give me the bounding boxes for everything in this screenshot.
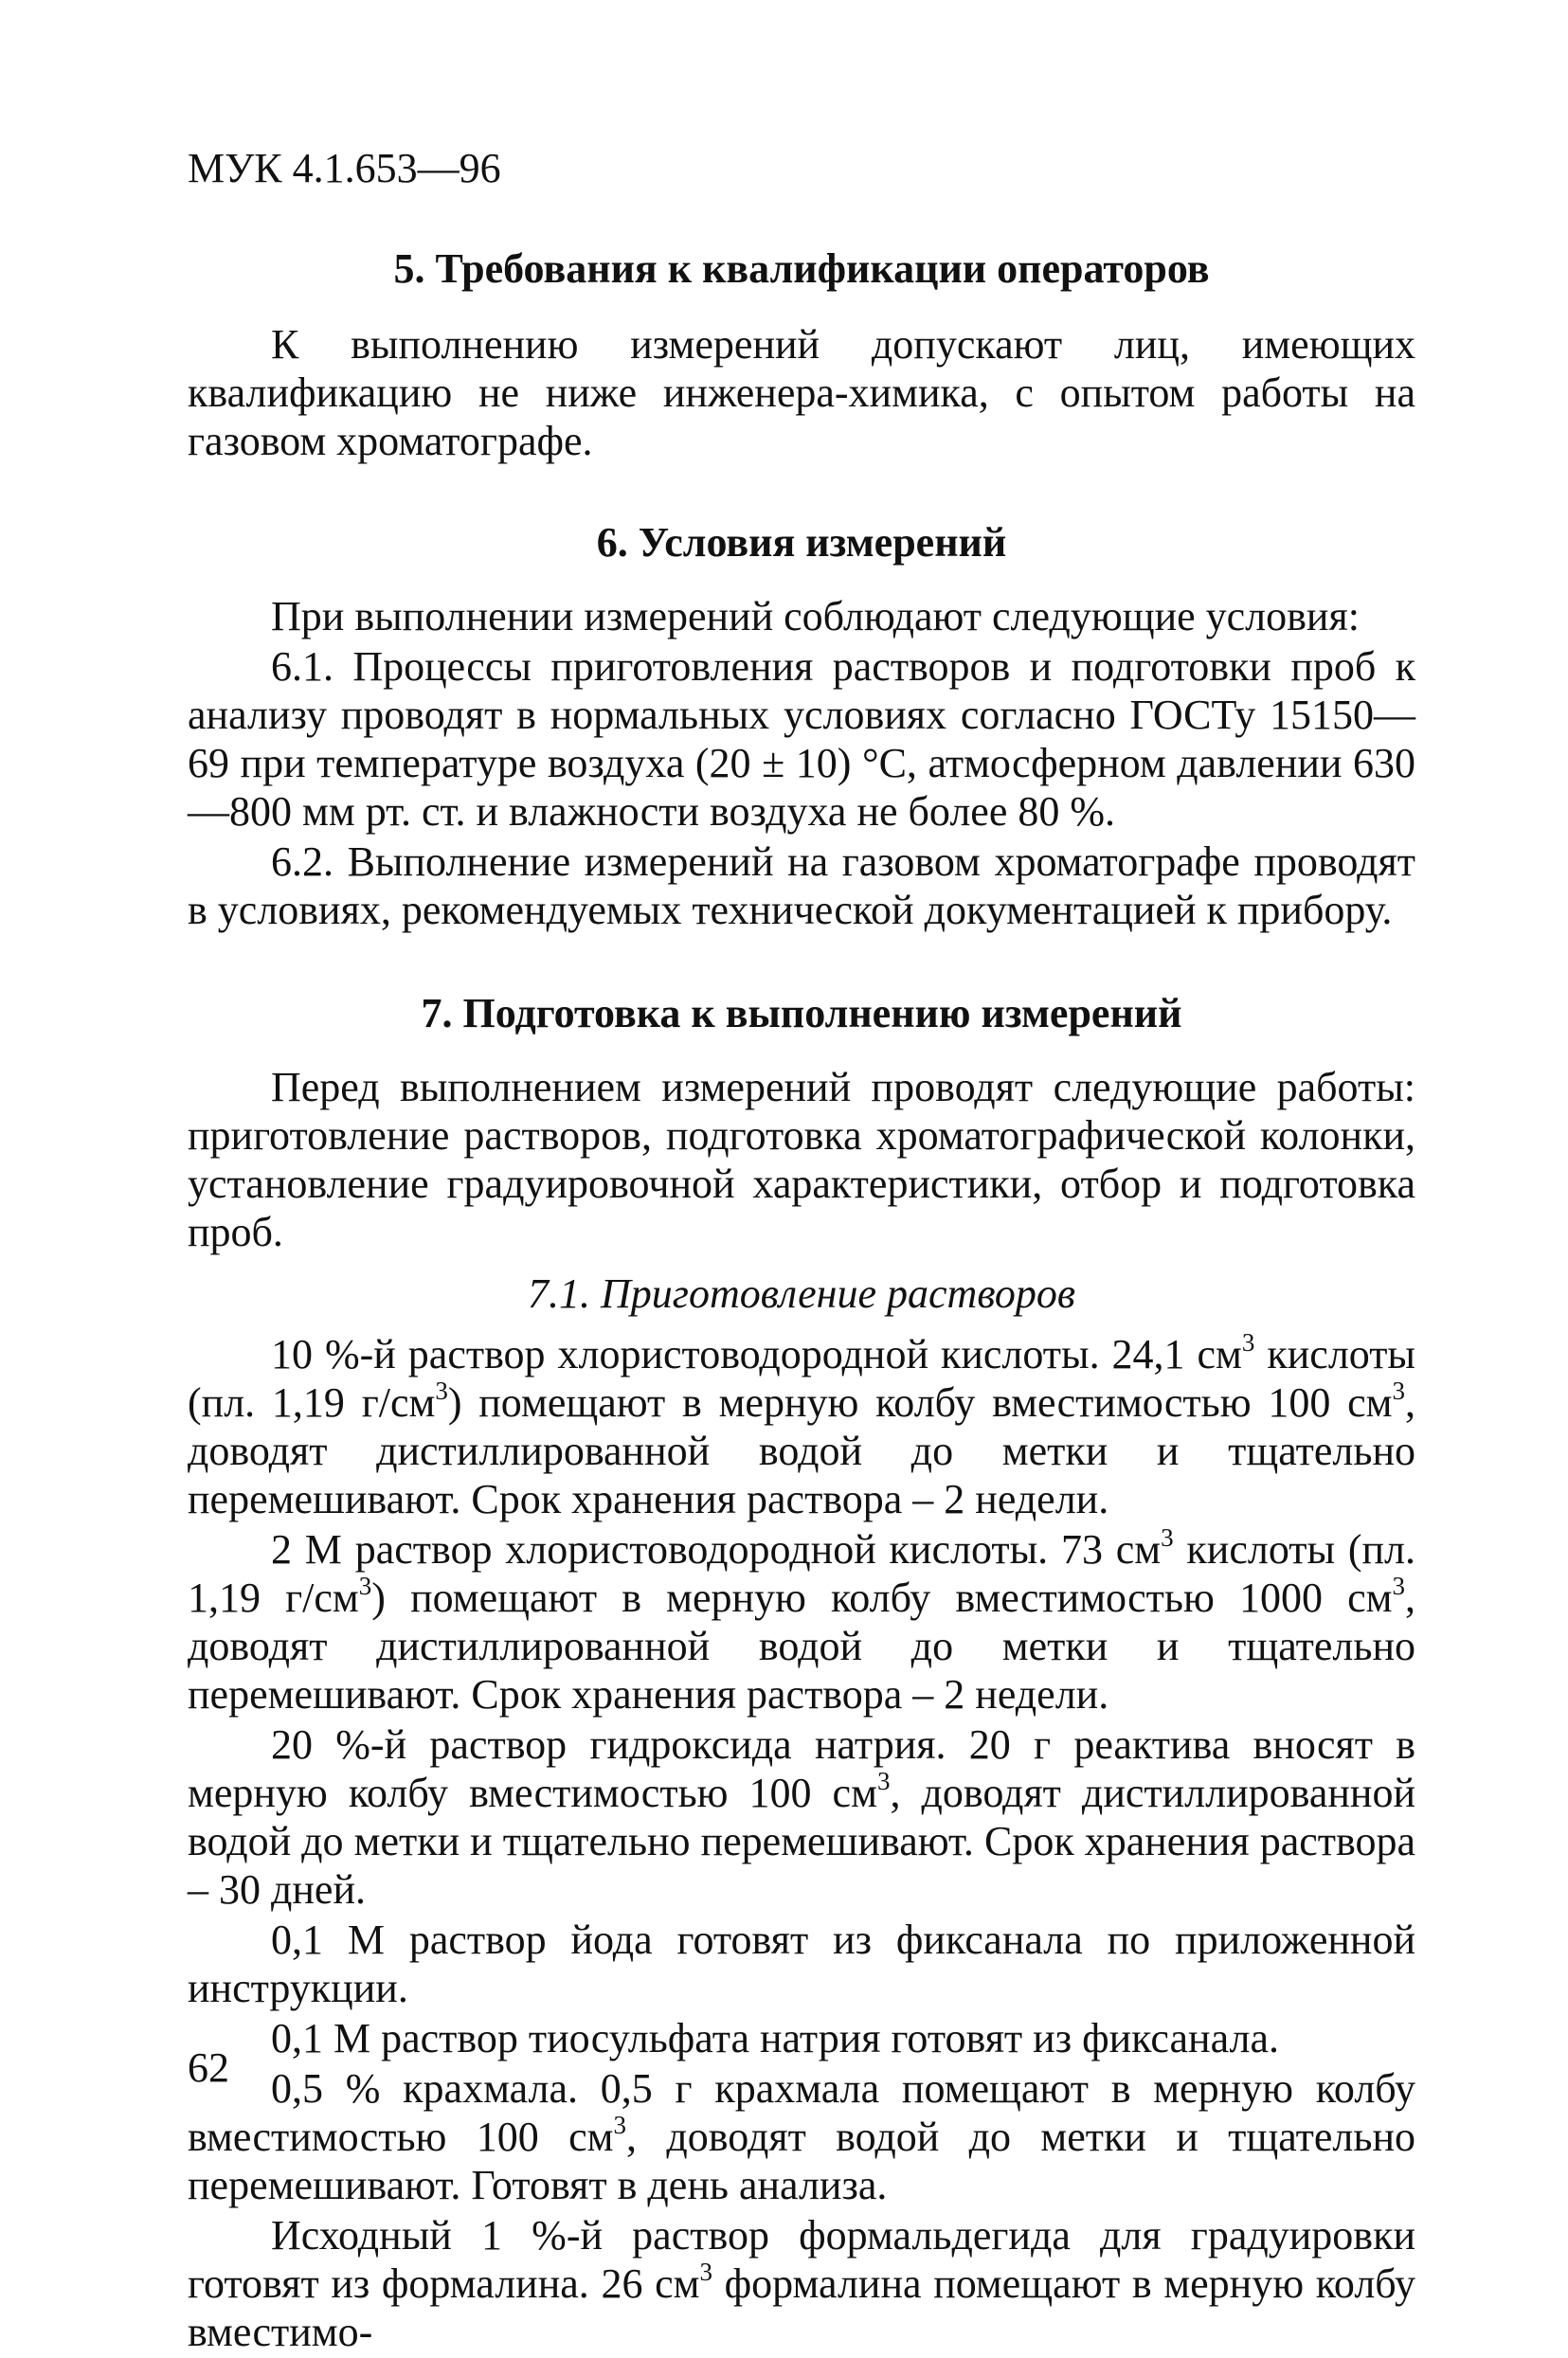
section-5-paragraph: К выполнению измерений допускают лиц, имеющих квалификацию не ниже инженера-химика, с опытом работы на газовом хроматографе. xyxy=(188,321,1415,464)
section-6-title: 6. Условия измерений xyxy=(596,519,1007,566)
document-header: МУК 4.1.653—96 xyxy=(188,145,501,191)
starch-paragraph: 0,5 % крахмала. 0,5 г крахмала помещают в мерную колбу вместимостью 100 $см^3$, доводят водой до метки и тщательно перемешивают. Готовят в день анализа. xyxy=(188,2065,1415,2208)
section-5-title: 5. Требования к квалификации операторов xyxy=(393,245,1210,292)
section-6-intro: При выполнении измерений соблюдают следующие условия: xyxy=(271,593,1360,639)
section-6-2-paragraph: 6.2. Выполнение измерений на газовом хроматографе проводят в условиях, рекомендуемых технической документацией к прибору. xyxy=(188,838,1415,933)
hcl-10-percent-paragraph: 10 %-й раствор хлористоводородной кислоты. 24,1 $см^3$ кислоты (пл. 1,19 $г/см^3$) помещают в мерную колбу вместимостью 100 $см^3$, доводят дистиллированной водой до метки и тщательно перемешивают. Срок хранения раствора – 2 недели. xyxy=(188,1328,1415,1522)
document-page xyxy=(188,142,1415,2358)
formaldehyde-paragraph: Исходный 1 %-й раствор формальдегида для градуировки готовят из формалина. 26 $см^3$ формалина помещают в мерную колбу вместимо- xyxy=(188,2212,1415,2355)
page-number: 62 xyxy=(188,2044,229,2091)
section-7-intro: Перед выполнением измерений проводят следующие работы: приготовление растворов, подготовка хроматографической колонки, установление градуировочной характеристики, отбор и подготовка проб. xyxy=(188,1064,1415,1255)
naoh-paragraph: 20 %-й раствор гидроксида натрия. 20 г реактива вносят в мерную колбу вместимостью 100 $см^3$, доводят дистиллированной водой до метки и тщательно перемешивают. Срок хранения раствора – 30 дней. xyxy=(188,1721,1416,1913)
section-7-title: 7. Подготовка к выполнению измерений xyxy=(421,990,1182,1036)
iodine-paragraph: 0,1 М раствор йода готовят из фиксанала по приложенной инструкции. xyxy=(188,1917,1415,2011)
hcl-2m-paragraph: 2 М раствор хлористоводородной кислоты. 73 $см^3$ кислоты (пл. 1,19 $г/см^3$) помещают в мерную колбу вместимостью 1000 $см^3$, доводят дистиллированной водой до метки и тщательно перемешивают. Срок хранения раствора – 2 недели. xyxy=(188,1523,1415,1718)
thiosulfate-paragraph: 0,1 М раствор тиосульфата натрия готовят из фиксанала. xyxy=(271,2015,1279,2061)
section-6-1-paragraph: 6.1. Процессы приготовления растворов и подготовки проб к анализу проводят в нормальных условиях согласно ГОСТу 15150—69 при температуре воздуха (20 ± 10) °С, атмосферном давлении 630—800 мм рт. ст. и влажности воздуха не более 80 %. xyxy=(188,643,1415,835)
subsection-7-1-title: 7.1. Приготовление растворов xyxy=(528,1270,1075,1317)
